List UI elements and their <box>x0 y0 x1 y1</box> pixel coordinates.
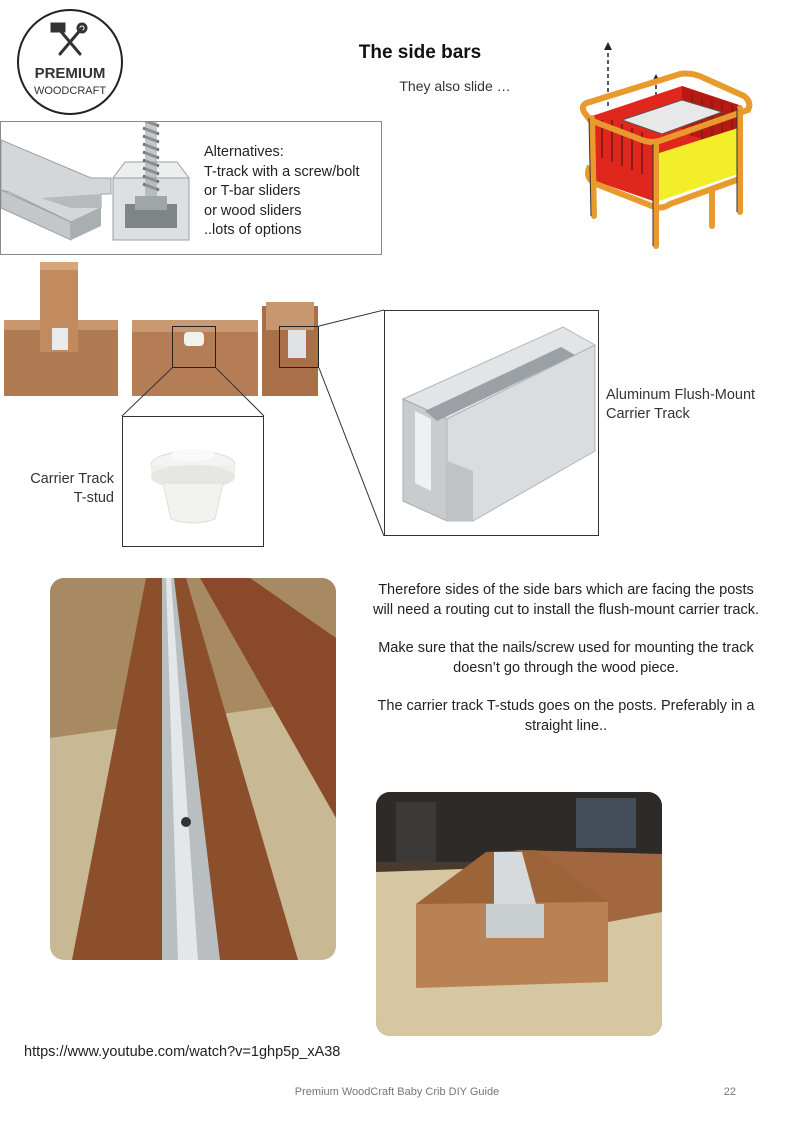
track-label-line: Carrier Track <box>606 406 690 422</box>
t-track-illustration <box>1 122 201 254</box>
alternatives-line: Alternatives: <box>204 144 284 160</box>
alternatives-line: T-track with a screw/bolt <box>204 163 360 180</box>
tstud-detail-box <box>122 416 264 547</box>
alternatives-line: ..lots of options <box>204 222 302 238</box>
alternatives-line: or T-bar sliders <box>204 183 301 199</box>
page-number: 22 <box>723 1086 736 1098</box>
tstud-zoom-marker <box>172 326 216 368</box>
tstud-label <box>18 470 114 508</box>
crib-illustration <box>572 40 762 260</box>
track-detail-box <box>384 310 599 536</box>
instruction-paragraph: Make sure that the nails/screw used for mounting the track doesn’t go through the wood piece. <box>378 640 754 676</box>
alternatives-text <box>204 143 360 241</box>
instruction-paragraph: Therefore sides of the side bars which are facing the posts will need a routing cut to install the flush-mount carrier track. <box>372 582 760 618</box>
brand-logo <box>14 6 126 118</box>
track-zoom-marker <box>279 326 319 368</box>
instruction-paragraph: The carrier track T-studs goes on the posts. Preferably in a straight line.. <box>377 698 755 734</box>
page-subtitle: They also slide … <box>399 78 511 94</box>
routed-board-photo <box>50 578 336 960</box>
track-label-line: Aluminum Flush-Mount <box>606 387 756 403</box>
alternatives-line: or wood sliders <box>204 202 302 219</box>
footer-title: Premium WoodCraft Baby Crib DIY Guide <box>294 1086 500 1098</box>
video-link[interactable]: https://www.youtube.com/watch?v=1ghp5p_xA38 <box>24 1044 341 1060</box>
track-label <box>606 386 786 424</box>
tstud-label-line: T-stud <box>73 490 114 506</box>
board-end-photo <box>376 792 662 1036</box>
logo-text-line2: WOODCRAFT <box>33 85 107 97</box>
logo-text-line1: PREMIUM <box>34 65 106 82</box>
page-title: The side bars <box>358 42 482 63</box>
tstud-label-line: Carrier Track <box>30 471 114 487</box>
instructions-text <box>372 580 760 754</box>
